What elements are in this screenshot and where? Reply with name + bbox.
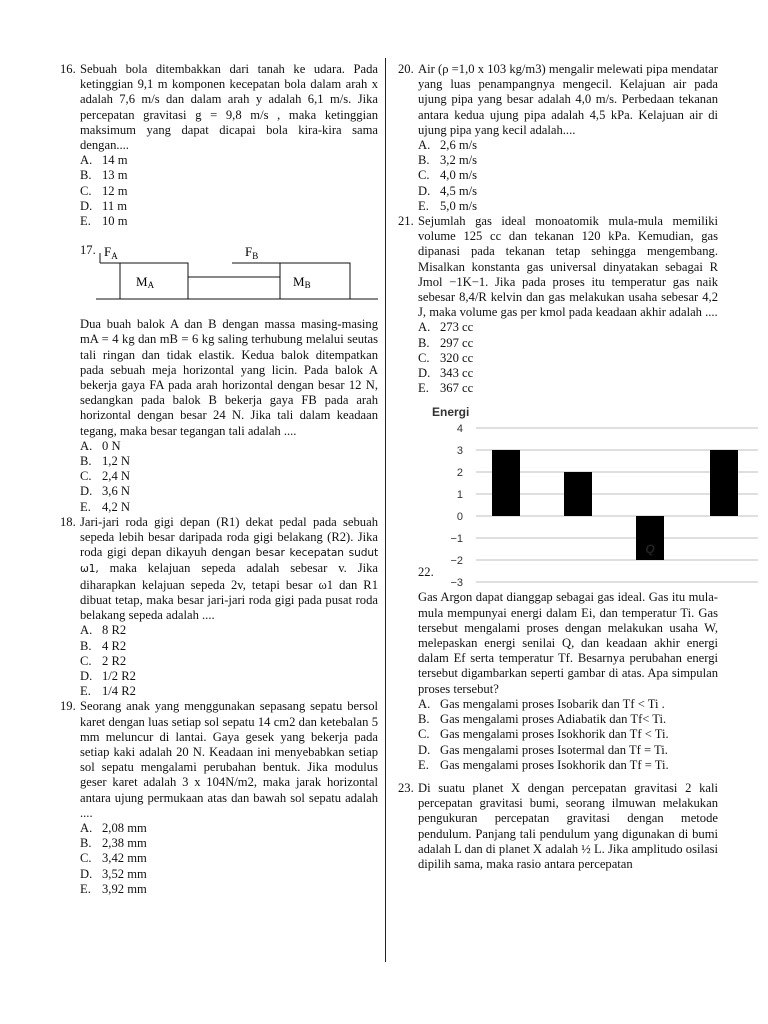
bar-w <box>564 472 592 516</box>
answer-options <box>80 439 378 515</box>
energy-chart-svg <box>418 402 758 590</box>
option-b[interactable]: B. 13 m <box>80 168 128 183</box>
answer-options <box>80 623 378 699</box>
option-a[interactable]: A. 0 N <box>80 438 121 453</box>
answer-options <box>418 138 718 214</box>
blocks-diagram <box>80 241 378 307</box>
question-number: 16. <box>60 62 76 76</box>
label-fb: $F_B$ <box>245 244 259 262</box>
y-tick-label: 1 <box>456 489 463 502</box>
option-b[interactable]: B. 297 cc <box>418 335 474 350</box>
option-d[interactable]: D. 11 m <box>80 198 128 213</box>
option-a[interactable]: A. 2,6 m/s <box>418 138 478 153</box>
y-tick-label: 2 <box>456 467 463 480</box>
option-e[interactable]: E. 10 m <box>80 214 128 229</box>
option-a[interactable]: A. 14 m <box>80 153 128 168</box>
option-e[interactable]: E. 367 cc <box>418 381 474 396</box>
question-number: 17. <box>80 243 96 258</box>
question-text: Jari-jari roda gigi depan (R1) dekat pedal pada sebuah sepeda lebih besar daripada roda gigi belakang (R2). Jika roda gigi depan dikayuh dengan besar kecepatan sudut ω1, maka kelajuan sepeda adalah sebesar v. Jika diharapkan kelajuan sepeda 2v, tetapi besar ω1 dan R1 dibuat tetap, maka besar jari-jari roda gigi pada pusat roda belakang sepeda adalah .... <box>80 514 379 623</box>
question-21 <box>398 214 718 396</box>
answer-options <box>418 320 718 396</box>
question-20 <box>398 62 718 214</box>
label-ma: MA <box>136 274 155 291</box>
option-c[interactable]: C. 4,0 m/s <box>418 168 478 183</box>
y-tick-label: −1 <box>450 533 463 546</box>
option-c[interactable]: C. 3,42 mm <box>80 851 147 866</box>
question-text: Sebuah bola ditembakkan dari tanah ke udara. Pada ketinggian 9,1 m komponen kecepatan bola dalam arah x adalah 7,6 m/s dan dalam arah y adalah 6,1 m/s. Jika percepatan gravitasi g = 9,8 m/s , maka ketinggian maksimum yang dapat dicapai bola kira-kira sama dengan.... <box>80 62 378 153</box>
question-23 <box>398 781 718 872</box>
question-number: 22. <box>418 565 434 580</box>
option-a[interactable]: A. 273 cc <box>418 320 474 335</box>
option-e[interactable]: E. 3,92 mm <box>80 881 147 896</box>
option-b[interactable]: B. 2,38 mm <box>80 836 147 851</box>
y-tick-label: −3 <box>450 577 463 590</box>
y-tick-label: 4 <box>456 423 463 436</box>
label-fa: $F_A$ <box>104 244 118 262</box>
label-mb: MB <box>293 274 311 291</box>
question-19 <box>60 699 378 897</box>
y-tick-label: −2 <box>450 555 463 568</box>
bar-label: $E_f$ <box>718 520 730 537</box>
question-22 <box>398 402 730 772</box>
question-text: Air (ρ =1,0 x 103 kg/m3) mengalir melewati pipa mendatar yang luas penampangnya mengecil. Kelajuan air pada ujung pipa yang besar adalah 4,0 m/s. Perbedaan tekanan antara kedua ujung pipa adalah 4,5 kPa. Kelajuan air di ujung pipa yang kecil adalah.... <box>418 62 718 137</box>
option-b[interactable]: B. 1,2 N <box>80 454 130 469</box>
option-d[interactable]: D. 343 cc <box>418 366 474 381</box>
answer-options <box>418 697 718 773</box>
question-text: Di suatu planet X dengan percepatan gravitasi 2 kali percepatan gravitasi bumi, seorang ilmuwan melakukan pengukuran percepatan gravitasi dengan metode pendulum. Panjang tali pendulum yang digunakan di bumi adalah L dan di planet X adalah ½ L. Jika amplitudo osilasi dipilih sama, maka rasio antara percepatan <box>418 780 718 871</box>
question-text: Gas Argon dapat dianggap sebagai gas ideal. Gas itu mula-mula mempunyai energi dalam Ei, dan temperatur Ti. Gas tersebut mengalami proses dengan melakukan usaha W, melepaskan energi senilai Q, dan keadaan akhir energi dalam Ef serta temperatur Tf. Besarnya perubahan energi tersebut digambarkan seperti gambar di atas. Apa simpulan proses tersebut? <box>418 590 718 696</box>
option-a[interactable]: A. Gas mengalami proses Isobarik dan Tf < Ti . <box>418 696 665 711</box>
question-16 <box>60 62 378 229</box>
question-text: Seorang anak yang menggunakan sepasang sepatu bersol karet dengan luas setiap sol sepatu 14 cm2 dan ketebalan 5 mm meluncur di lantai. Gaya gesek yang bekerja pada setiap kaki adalah 20 N. Keadaan ini menyebabkan setiap sol sepatu mengalami perubahan bentuk. Jika modulus geser karet adalah 3 x 104N/m2, maka jarak horizontal antara ujung permukaan atas dan bawah sol sepatu adalah .... <box>80 699 378 820</box>
blocks-diagram-svg <box>60 241 378 307</box>
option-b[interactable]: B. 4 R2 <box>80 638 127 653</box>
bar-label: $E_i$ <box>500 520 512 537</box>
option-a[interactable]: A. 8 R2 <box>80 623 127 638</box>
bar-ef <box>710 450 738 516</box>
option-d[interactable]: D. 1/2 R2 <box>80 668 136 683</box>
option-d[interactable]: D. Gas mengalami proses Isotermal dan Tf = Ti. <box>418 742 668 757</box>
y-tick-label: 3 <box>456 445 463 458</box>
option-b[interactable]: B. Gas mengalami proses Adiabatik dan Tf< Ti. <box>418 712 667 727</box>
question-number: 18. <box>60 514 76 529</box>
right-column <box>398 62 730 872</box>
energy-chart <box>418 402 730 590</box>
option-c[interactable]: C. Gas mengalami proses Isokhorik dan Tf < Ti. <box>418 727 669 742</box>
bar-label: Q <box>645 542 655 557</box>
question-text: Dua buah balok A dan B dengan massa masing-masing mA = 4 kg dan mB = 6 kg saling terhubung melalui seutas tali ringan dan tidak elastik. Kedua balok ditempatkan pada sebuah meja horizontal yang licin. Pada balok A bekerja gaya FA pada arah horizontal dengan besar 12 N, sedangkan pada balok B bekerja gaya FB pada arah horizontal dengan besar 24 N. Jika tali dalam keadaan tegang, maka besar tegangan tali adalah .... <box>80 317 378 438</box>
option-a[interactable]: A. 2,08 mm <box>80 820 147 835</box>
option-c[interactable]: C. 2 R2 <box>80 653 127 668</box>
question-number: 21. <box>398 214 414 229</box>
question-18 <box>60 515 378 699</box>
option-d[interactable]: D. 3,6 N <box>80 484 130 499</box>
chart-title: Energi <box>432 405 470 420</box>
option-d[interactable]: D. 3,52 mm <box>80 866 147 881</box>
question-text: Sejumlah gas ideal monoatomik mula-mula memiliki volume 125 cc dan tekanan 120 kPa. Kemudian, gas dipanasi pada tekanan tetap sehingga mengembang. Misalkan konstanta gas universal dinyatakan sebagai R Jmol −1K−1. Jika pada proses itu temperatur gas naik sebesar 8,4/R kelvin dan gas melakukan usaha sebesar 4,2 J, maka volume gas per kmol pada keadaan akhir adalah .... <box>418 214 718 320</box>
question-number: 19. <box>60 699 76 714</box>
answer-options <box>80 153 378 229</box>
question-17 <box>60 241 378 515</box>
y-tick-label: 0 <box>456 511 463 524</box>
option-b[interactable]: B. 3,2 m/s <box>418 153 478 168</box>
option-c[interactable]: C. 12 m <box>80 183 128 198</box>
option-e[interactable]: E. 4,2 N <box>80 499 130 514</box>
answer-options <box>80 821 378 897</box>
block-b <box>280 263 350 299</box>
option-e[interactable]: E. Gas mengalami proses Isokhorik dan Tf = Ti. <box>418 757 669 772</box>
column-divider <box>385 58 386 962</box>
option-c[interactable]: C. 320 cc <box>418 350 474 365</box>
option-d[interactable]: D. 4,5 m/s <box>418 183 478 198</box>
bar-label: W <box>572 520 584 535</box>
option-e[interactable]: E. 5,0 m/s <box>418 198 478 213</box>
option-c[interactable]: C. 2,4 N <box>80 469 130 484</box>
bar-ei <box>492 450 520 516</box>
question-number: 20. <box>398 62 414 76</box>
option-e[interactable]: E. 1/4 R2 <box>80 684 136 699</box>
question-number: 23. <box>398 780 414 795</box>
left-column <box>60 62 378 897</box>
